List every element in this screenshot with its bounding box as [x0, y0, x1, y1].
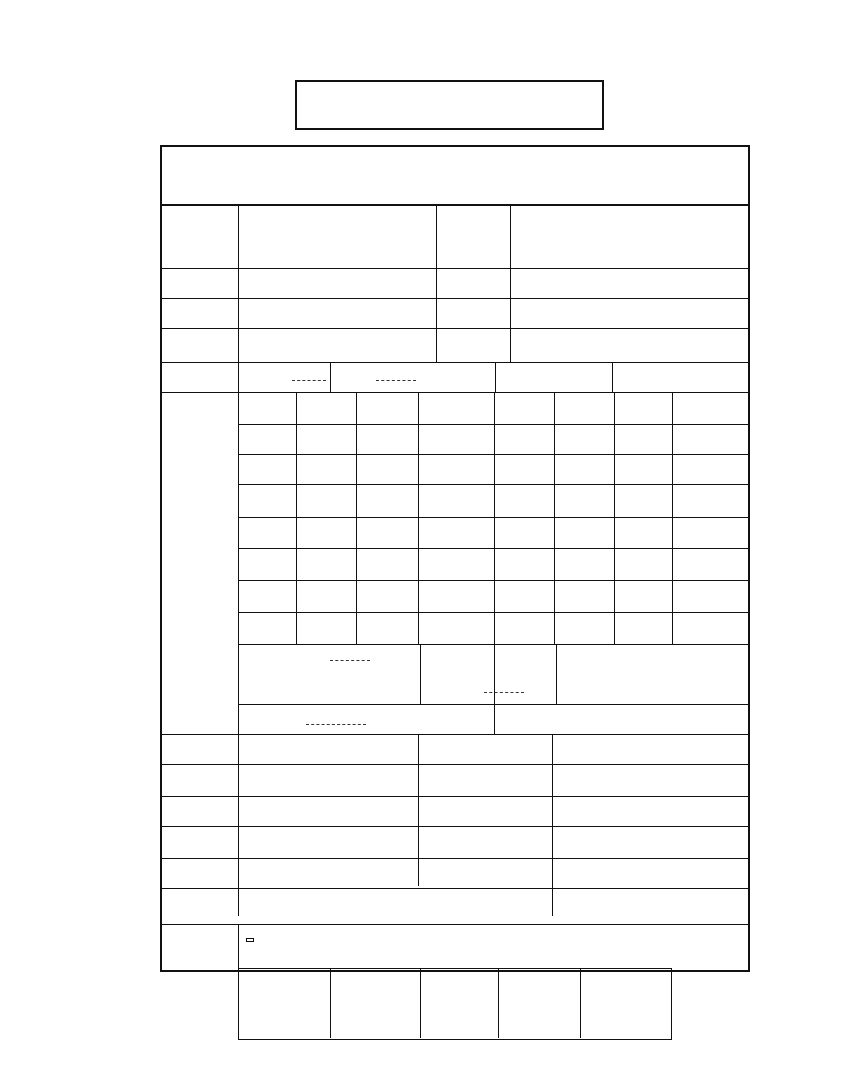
signature-area	[238, 968, 672, 1040]
proofread-stamp	[246, 938, 254, 942]
blank-mark	[624, 484, 664, 612]
notice-stamp	[295, 80, 604, 130]
